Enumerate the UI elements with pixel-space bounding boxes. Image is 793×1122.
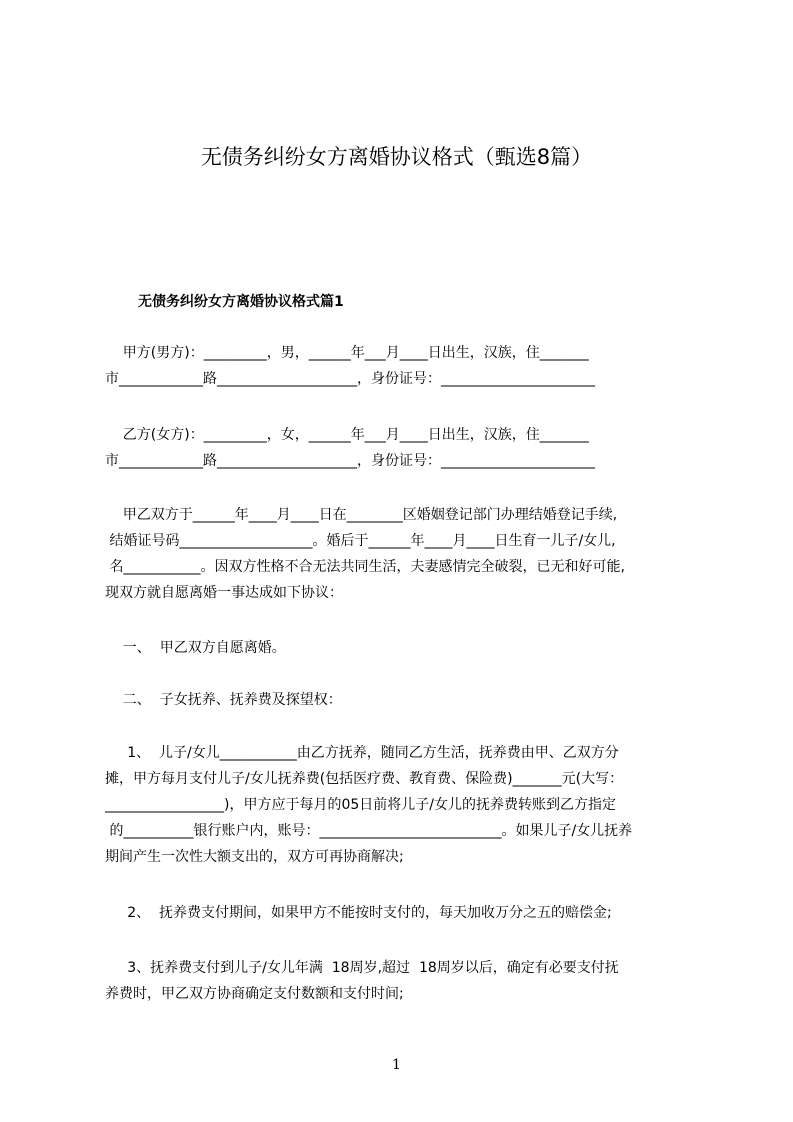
section-heading: 无债务纠纷女方离婚协议格式篇1 [138, 294, 344, 310]
text-line: 结婚证号码___________________。婚后于______年____月____日生育一儿子/女儿, [105, 533, 616, 549]
text-line: 乙方(女方)：_________，女，______年___月____日出生，汉族，住_______ [105, 427, 589, 443]
paragraph-party-a [105, 340, 705, 392]
text-line: 养费时，甲乙双方协商确定支付数额和支付时间; [105, 986, 404, 1002]
text-line: 摊，甲方每月支付儿子/女儿抚养费(包括医疗费、教育费、保险费)_______元(大写： [105, 771, 624, 787]
text-line: 一、 甲乙双方自愿离婚。 [105, 640, 286, 656]
text-line: 3、抚养费支付到儿子/女儿年满 18周岁,超过 18周岁以后，确定有必要支付抚 [105, 960, 619, 976]
document-title: 无债务纠纷女方离婚协议格式（甄选8篇） [200, 145, 593, 169]
text-line: 甲乙双方于______年____月____日在________区婚姻登记部门办理结婚登记手续, [105, 507, 618, 523]
text-line: 名___________。因双方性格不合无法共同生活，夫妻感情完全破裂，已无和好可能, [105, 559, 625, 575]
text-line: 甲方(男方)：_________，男，______年___月____日出生，汉族，住_______ [105, 345, 589, 361]
text-line: 市____________路____________________，身份证号：______________________ [105, 453, 595, 469]
page-number: 1 [392, 1057, 401, 1073]
text-line: _________________)，甲方应于每月的05日前将儿子/女儿的抚养费转账到乙方指定 [105, 797, 616, 813]
text-line: 市____________路____________________，身份证号：______________________ [105, 371, 595, 387]
text-line: 的__________银行账户内，账号：__________________________。如果儿子/女儿抚养 [105, 823, 633, 839]
paragraph-clause-2 [105, 687, 705, 713]
text-line: 现双方就自愿离婚一事达成如下协议： [105, 585, 343, 601]
text-line: 1、 儿子/女儿___________由乙方抚养，随同乙方生活，抚养费由甲、乙双方分 [105, 745, 619, 761]
text-line: 2、 抚养费支付期间，如果甲方不能按时支付的，每天加收万分之五的赔偿金; [105, 905, 612, 921]
paragraph-party-b [105, 422, 705, 474]
text-line: 期间产生一次性大额支出的，双方可再协商解决; [105, 849, 404, 865]
paragraph-item-2 [105, 900, 705, 926]
paragraph-clause-1 [105, 635, 705, 661]
text-line: 二、 子女抚养、抚养费及探望权： [105, 692, 342, 708]
paragraph-marriage-info [105, 502, 705, 606]
paragraph-item-1 [105, 740, 705, 870]
paragraph-item-3 [105, 955, 705, 1007]
